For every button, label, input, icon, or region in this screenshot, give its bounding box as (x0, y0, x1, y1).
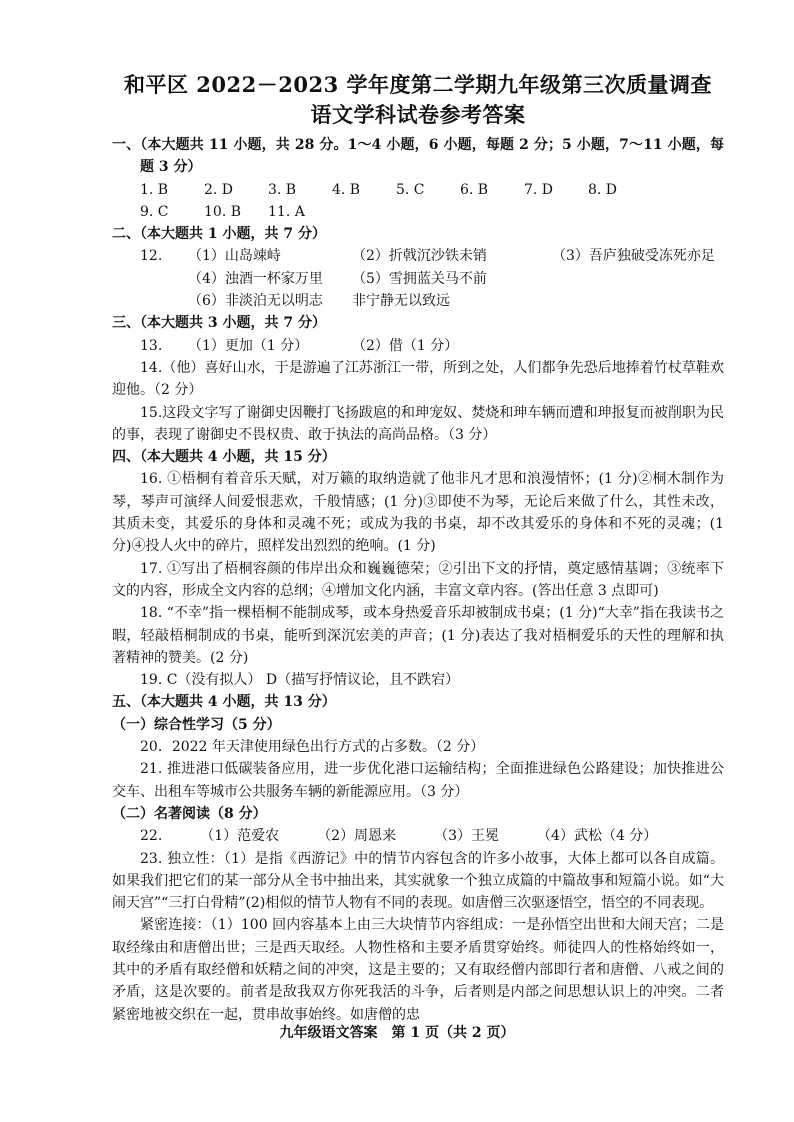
subsection-2-heading: （二）名著阅读（8 分） (112, 805, 267, 822)
q13-answer-1: （1）更加（1 分） (188, 337, 309, 354)
q22-number: 22. (140, 828, 163, 845)
q23-answer-part-1: 23. 独立性：（1）是指《西游记》中的情节内容包含的许多小故事，大体上都可以各自成篇。如果我们把它们的某一部分从全书中抽出来，其实就象一个独立成篇的中篇故事和短篇小说。如“大闹天宫”“三打白骨精”(2)相似的情节人物有不同的表现。如唐僧三次驱逐悟空，悟空的不同表现。 (112, 850, 724, 912)
q22-answer-2: （2）周恩来 (317, 828, 397, 845)
answer-1: 1. B (140, 181, 169, 198)
q12-answer-1: （1）山岛竦峙 (188, 248, 281, 265)
q21-answer: 21. 推进港口低碳装备应用，进一步优化港口运输结构；全面推进绿色公路建设；加快推进公交车、出租车等城市公共服务车辆的新能源应用。（3 分） (112, 761, 724, 800)
choice-answers-row-2 (112, 201, 724, 223)
q22-answer-4: （4）武松（4 分） (537, 828, 658, 845)
section-1-heading: 一、（本大题共 11 小题，共 28 分。1～4 小题，6 小题，每题 2 分；5 小题，7～11 小题，每题 3 分） (112, 137, 724, 176)
q22-row (112, 825, 724, 847)
q23-answer-part-2: 紧密连接：（1）100 回内容基本上由三大块情节内容组成：一是孙悟空出世和大闹天宫；二是取经缘由和唐僧出世；三是西天取经。人物性格和主要矛盾贯穿始终。师徒四人的性格始终如一，其中的矛盾有取经僧和妖精之间的冲突，这是主要的；又有取经僧内部即行者和唐僧、八戒之间的矛盾，这是次要的。前者是敌我双方你死我活的斗争，后者则是内部之间思想认识上的冲突。二者紧密地被交织在一起，贯串故事始终。如唐僧的忠 (112, 917, 724, 1023)
q13-row (112, 335, 724, 357)
q12-row-2 (112, 268, 724, 290)
q13-answer-2: （2）借（1 分） (352, 337, 459, 354)
q17-answer: 17. ①写出了梧桐容颜的伟岸出众和巍巍德荣；②引出下文的抒情，奠定感情基调；③统率下文的内容，形成全文内容的总纲；④增加文化内涵，丰富文章内容。(答出任意 3 点即可) (112, 560, 724, 599)
answer-9: 9. C (140, 203, 169, 220)
q20-answer: 20．2022 年天津使用绿色出行方式的占多数。（2 分） (140, 739, 485, 756)
section-5-heading: 五、（本大题共 4 小题，共 13 分） (112, 694, 336, 711)
answer-body (112, 134, 724, 1026)
q12-number: 12. (140, 248, 163, 265)
q12-answer-4: （4）浊酒一杯家万里 (188, 270, 323, 287)
page-footer: 九年级语文答案 第 1 页（共 2 页） (279, 1025, 515, 1041)
answer-7: 7. D (524, 181, 554, 198)
answer-8: 8. D (588, 181, 618, 198)
subsection-1-heading: （一）综合性学习（5 分） (112, 716, 281, 733)
section-3-heading: 三、（本大题共 3 小题，共 7 分） (112, 315, 326, 332)
answer-3: 3. B (268, 181, 297, 198)
q12-answer-3: （3）吾庐独破受冻死亦足 (552, 248, 715, 265)
answer-10: 10. B (204, 203, 242, 220)
q15-answer: 15.这段文字写了谢御史因鞭打飞扬跋扈的和珅宠奴、焚烧和珅车辆而遭和珅报复而被削职为民的事，表现了谢御史不畏权贵、敢于执法的高尚品格。（3 分） (112, 404, 724, 443)
title-line-1: 和平区 2022－2023 学年度第二学期九年级第三次质量调查 (123, 72, 712, 97)
answer-4: 4. B (332, 181, 361, 198)
answer-5: 5. C (396, 181, 425, 198)
q12-row-3 (112, 290, 724, 312)
title-line-2: 语文学科试卷参考答案 (310, 102, 526, 127)
q12-answer-5: （5）雪拥蓝关马不前 (352, 270, 487, 287)
q12-answer-6b: 非宁静无以致远 (352, 293, 450, 310)
q12-answer-2: （2）折戟沉沙铁未销 (352, 248, 487, 265)
answer-6: 6. B (460, 181, 489, 198)
answer-11: 11. A (268, 203, 305, 220)
choice-answers-row-1 (112, 179, 724, 201)
q14-answer: 14.（他）喜好山水，于是游遍了江苏浙江一带，所到之处，人们都争先恐后地捧着竹杖草鞋欢迎他。（2 分） (112, 359, 724, 399)
q18-answer: 18. “不幸”指一棵梧桐不能制成琴，或本身热爱音乐却被制成书桌；(1 分)“大幸”指在我读书之暇，轻敲梧桐制成的书桌，能听到深沉宏美的声音；(1 分)表达了我对梧桐爱乐的天性的理解和执著精神的赞美。(2 分) (112, 605, 724, 666)
answer-2: 2. D (204, 181, 234, 198)
q12-row-1 (112, 245, 724, 267)
section-2-heading: 二、（本大题共 1 小题，共 7 分） (112, 226, 326, 243)
q22-answer-3: （3）王冕 (434, 828, 500, 845)
q12-answer-6a: （6）非淡泊无以明志 (188, 293, 323, 310)
q22-answer-1: （1）范爱农 (200, 828, 280, 845)
q13-number: 13. (140, 337, 163, 354)
section-4-heading: 四、（本大题共 4 小题，共 15 分） (112, 449, 336, 466)
q19-answer: 19. C（没有拟人） D（描写抒情议论，且不跌宕） (140, 672, 460, 689)
q16-answer: 16. ①梧桐有着音乐天赋，对万籁的取纳造就了他非凡才思和浪漫情怀；(1 分)②桐木制作为琴，琴声可演绎人间爱恨悲欢，千般情感；(1 分)③即使不为琴，无论后来做了什么，其性未改，其质未变，其爱乐的身体和灵魂不死；或成为我的书桌，却不改其爱乐的身体和不死的灵魂；(1 分)④投人火中的碎片，照样发出烈烈的绝响。(1 分) (112, 471, 724, 555)
